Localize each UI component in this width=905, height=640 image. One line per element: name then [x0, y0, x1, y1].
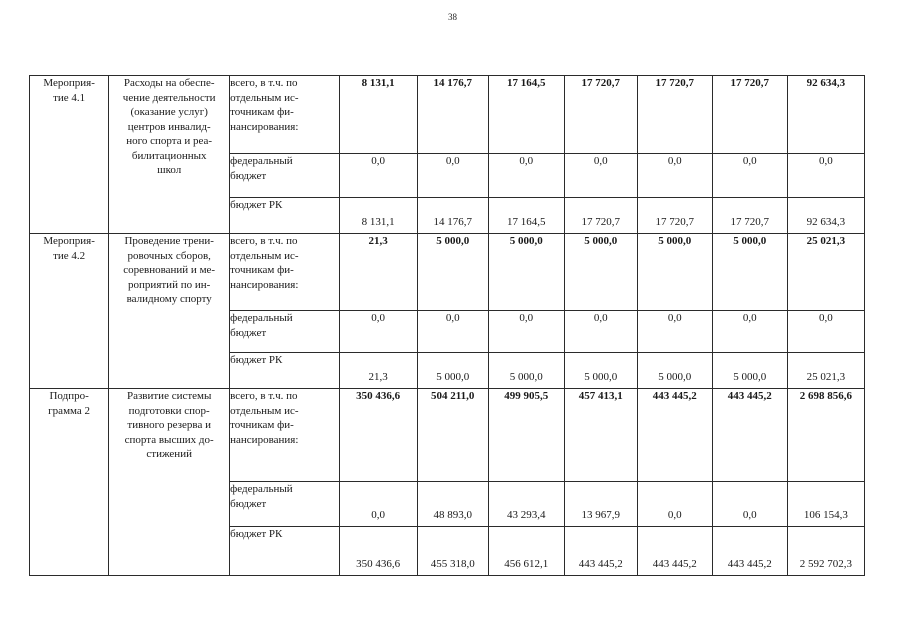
- table-cell: 43 293,4: [488, 482, 564, 527]
- item-code: Мероприя- тие 4.2: [30, 234, 109, 389]
- table-cell: 17 720,7: [564, 198, 637, 234]
- table-cell: 8 131,1: [339, 198, 417, 234]
- funding-source: федеральный бюджет: [230, 154, 339, 198]
- table-row: [30, 389, 865, 482]
- table-cell: 0,0: [339, 311, 417, 353]
- table-cell: 0,0: [417, 311, 488, 353]
- table-cell: 0,0: [787, 311, 864, 353]
- table-cell: 25 021,3: [787, 234, 864, 311]
- funding-source: всего, в т.ч. по отдельным ис- точникам фи- нансирования:: [230, 234, 339, 311]
- table-cell: 5 000,0: [712, 234, 787, 311]
- table-cell: 17 720,7: [637, 76, 712, 154]
- table-cell: 8 131,1: [339, 76, 417, 154]
- funding-source: бюджет РК: [230, 353, 339, 389]
- table-cell: 17 720,7: [637, 198, 712, 234]
- table-cell: 0,0: [564, 154, 637, 198]
- table-cell: 17 720,7: [564, 76, 637, 154]
- item-code: Мероприя- тие 4.1: [30, 76, 109, 234]
- table-cell: 350 436,6: [339, 527, 417, 576]
- table-cell: 5 000,0: [637, 353, 712, 389]
- budget-table: [29, 75, 865, 576]
- funding-source: бюджет РК: [230, 527, 339, 576]
- table-cell: 0,0: [564, 311, 637, 353]
- funding-source: федеральный бюджет: [230, 482, 339, 527]
- table-cell: 17 164,5: [488, 198, 564, 234]
- table-cell: 0,0: [712, 311, 787, 353]
- table-cell: 17 720,7: [712, 76, 787, 154]
- table-cell: 21,3: [339, 234, 417, 311]
- table-cell: 443 445,2: [712, 389, 787, 482]
- table-cell: 5 000,0: [637, 234, 712, 311]
- table-cell: 443 445,2: [712, 527, 787, 576]
- table-cell: 14 176,7: [417, 198, 488, 234]
- table-cell: 5 000,0: [417, 353, 488, 389]
- table-cell: 48 893,0: [417, 482, 488, 527]
- table-cell: 0,0: [339, 482, 417, 527]
- table-cell: 5 000,0: [564, 234, 637, 311]
- table-cell: 350 436,6: [339, 389, 417, 482]
- table-cell: 25 021,3: [787, 353, 864, 389]
- table-cell: 5 000,0: [488, 353, 564, 389]
- table-cell: 0,0: [637, 154, 712, 198]
- item-description: Расходы на обеспе- чение деятельности (оказание услуг) центров инвалид- ного спорта и реа- билитационных школ: [109, 76, 230, 234]
- table-cell: 0,0: [787, 154, 864, 198]
- table-cell: 13 967,9: [564, 482, 637, 527]
- table-cell: 455 318,0: [417, 527, 488, 576]
- table-cell: 504 211,0: [417, 389, 488, 482]
- funding-source: всего, в т.ч. по отдельным ис- точникам фи- нансирования:: [230, 389, 339, 482]
- table-cell: 2 592 702,3: [787, 527, 864, 576]
- table-row: [30, 234, 865, 311]
- table-cell: 5 000,0: [564, 353, 637, 389]
- table-cell: 0,0: [339, 154, 417, 198]
- table-cell: 0,0: [712, 482, 787, 527]
- item-description: Проведение трени- ровочных сборов, соревнований и ме- роприятий по ин- валидному спорту: [109, 234, 230, 389]
- table-cell: 2 698 856,6: [787, 389, 864, 482]
- page-number: 38: [448, 12, 457, 22]
- funding-source: бюджет РК: [230, 198, 339, 234]
- table-cell: 0,0: [712, 154, 787, 198]
- table-cell: 457 413,1: [564, 389, 637, 482]
- funding-source: федеральный бюджет: [230, 311, 339, 353]
- table-cell: 499 905,5: [488, 389, 564, 482]
- table-cell: 21,3: [339, 353, 417, 389]
- table-cell: 106 154,3: [787, 482, 864, 527]
- table-cell: 443 445,2: [637, 389, 712, 482]
- table-cell: 0,0: [417, 154, 488, 198]
- table-cell: 0,0: [488, 311, 564, 353]
- table-cell: 0,0: [488, 154, 564, 198]
- table-cell: 443 445,2: [564, 527, 637, 576]
- table-cell: 92 634,3: [787, 76, 864, 154]
- item-description: Развитие системы подготовки спор- тивного резерва и спорта высших до- стижений: [109, 389, 230, 576]
- table-cell: 5 000,0: [417, 234, 488, 311]
- item-code: Подпро- грамма 2: [30, 389, 109, 576]
- table-cell: 5 000,0: [488, 234, 564, 311]
- table-cell: 5 000,0: [712, 353, 787, 389]
- table-cell: 0,0: [637, 482, 712, 527]
- table-cell: 443 445,2: [637, 527, 712, 576]
- table-cell: 0,0: [637, 311, 712, 353]
- table-row: [30, 76, 865, 154]
- table-cell: 456 612,1: [488, 527, 564, 576]
- table-cell: 17 720,7: [712, 198, 787, 234]
- table-cell: 17 164,5: [488, 76, 564, 154]
- funding-source: всего, в т.ч. по отдельным ис- точникам фи- нансирования:: [230, 76, 339, 154]
- table-cell: 92 634,3: [787, 198, 864, 234]
- table-cell: 14 176,7: [417, 76, 488, 154]
